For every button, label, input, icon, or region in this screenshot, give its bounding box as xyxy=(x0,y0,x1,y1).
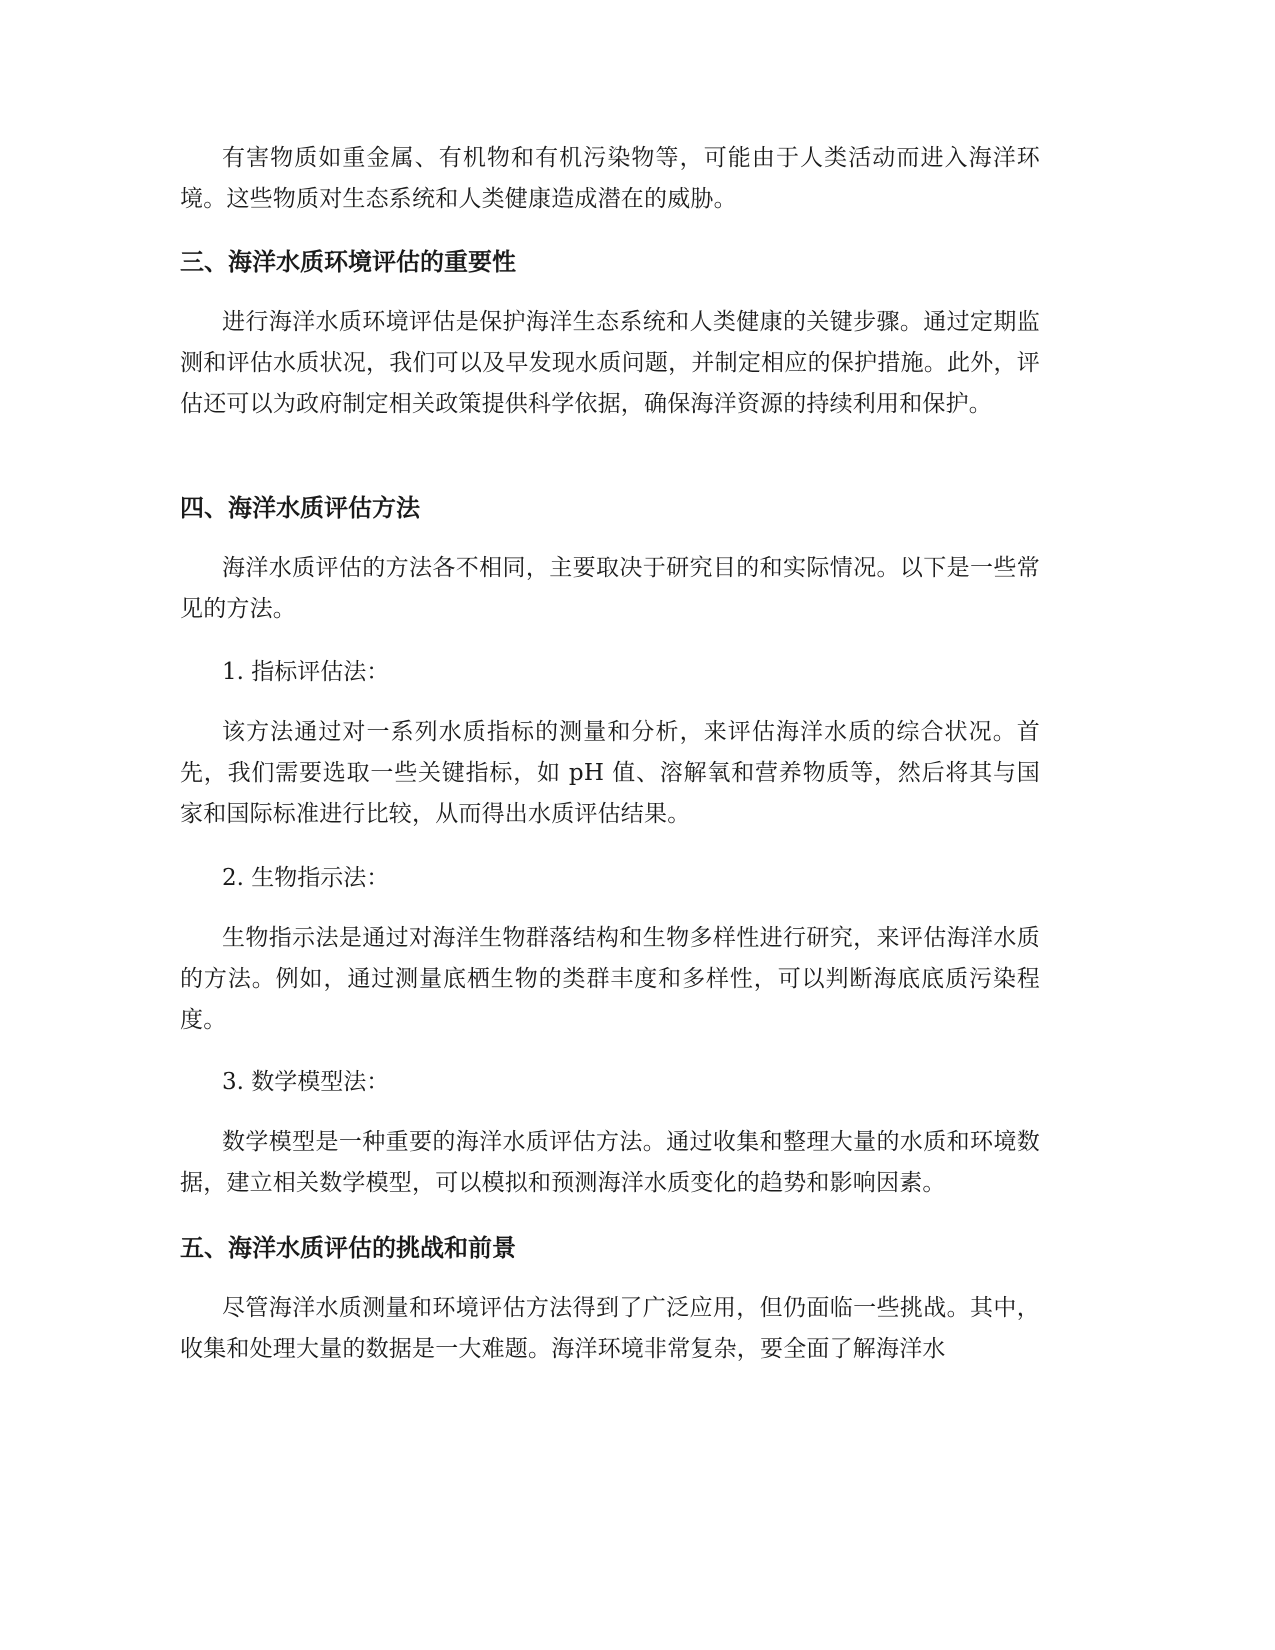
method-1-description: 该方法通过对一系列水质指标的测量和分析，来评估海洋水质的综合状况。首先，我们需要选取一些关键指标，如 pH 值、溶解氧和营养物质等，然后将其与国家和国际标准进行比较，从而得出水质评估结果。 xyxy=(180,719,1040,827)
paragraph-challenges: 尽管海洋水质测量和环境评估方法得到了广泛应用，但仍面临一些挑战。其中，收集和处理大量的数据是一大难题。海洋环境非常复杂，要全面了解海洋水 xyxy=(180,1295,1040,1362)
paragraph-methods-intro: 海洋水质评估的方法各不相同，主要取决于研究目的和实际情况。以下是一些常见的方法。 xyxy=(180,555,1040,622)
method-1-title: 1. 指标评估法： xyxy=(222,659,390,685)
section-heading-4: 四、海洋水质评估方法 xyxy=(180,494,420,522)
method-2-description: 生物指示法是通过对海洋生物群落结构和生物多样性进行研究，来评估海洋水质的方法。例如，通过测量底栖生物的类群丰度和多样性，可以判断海底底质污染程度。 xyxy=(180,925,1040,1033)
paragraph-harmful-substances: 有害物质如重金属、有机物和有机污染物等，可能由于人类活动而进入海洋环境。这些物质对生态系统和人类健康造成潜在的威胁。 xyxy=(180,145,1040,212)
method-3-description: 数学模型是一种重要的海洋水质评估方法。通过收集和整理大量的水质和环境数据，建立相关数学模型，可以模拟和预测海洋水质变化的趋势和影响因素。 xyxy=(180,1129,1040,1196)
section-heading-5: 五、海洋水质评估的挑战和前景 xyxy=(180,1234,516,1262)
method-2-title: 2. 生物指示法： xyxy=(222,865,390,891)
paragraph-importance: 进行海洋水质环境评估是保护海洋生态系统和人类健康的关键步骤。通过定期监测和评估水质状况，我们可以及早发现水质问题，并制定相应的保护措施。此外，评估还可以为政府制定相关政策提供科学依据，确保海洋资源的持续利用和保护。 xyxy=(180,309,1040,417)
method-3-title: 3. 数学模型法： xyxy=(222,1069,390,1095)
section-heading-3: 三、海洋水质环境评估的重要性 xyxy=(180,248,516,276)
